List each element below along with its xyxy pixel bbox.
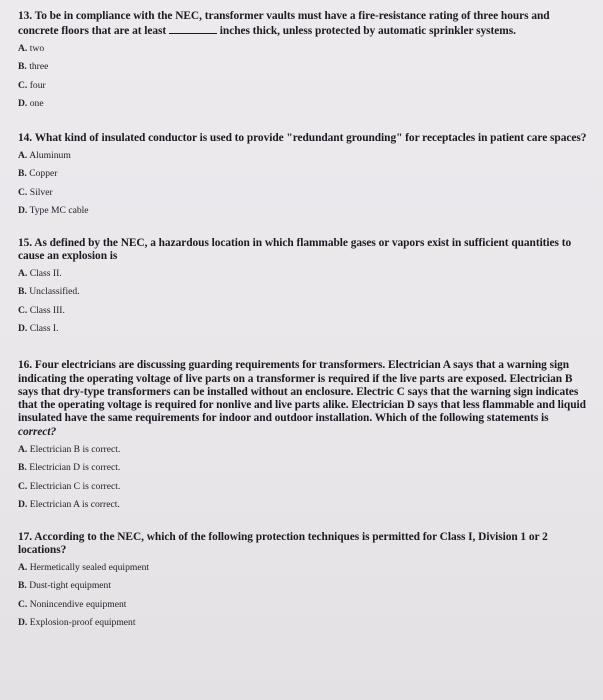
- question-17-option-a[interactable]: [18, 562, 589, 574]
- question-14-option-d[interactable]: [18, 205, 589, 217]
- question-14-stem-text: What kind of insulated conductor is used to provide "redundant grounding" for receptacles in patient care spaces?: [34, 132, 587, 145]
- question-15-number: 15.: [18, 237, 33, 250]
- question-15-option-b[interactable]: [18, 286, 589, 298]
- question-17: [18, 531, 589, 629]
- option-letter: A.: [18, 443, 28, 455]
- question-17-number: 17.: [18, 531, 33, 544]
- option-letter: D.: [18, 205, 28, 217]
- question-15-option-d[interactable]: [18, 323, 589, 335]
- option-letter: B.: [18, 462, 27, 474]
- option-letter: B.: [18, 580, 27, 592]
- question-13-stem: [18, 10, 589, 38]
- question-17-option-c[interactable]: [18, 599, 589, 611]
- option-letter: B.: [18, 61, 27, 73]
- option-letter: B.: [18, 168, 27, 180]
- question-14-options: [18, 150, 589, 218]
- question-15-option-c[interactable]: [18, 305, 589, 317]
- option-text: four: [29, 79, 46, 91]
- option-text: Class III.: [29, 304, 65, 316]
- question-17-options: [18, 562, 589, 630]
- question-13-options: [18, 43, 589, 111]
- question-17-stem: [18, 531, 589, 557]
- question-16-stem-text: Four electricians are discussing guarding requirements for transformers. Electrician A says that a warning sign indicating the operating voltage of live parts on a transformer is required if the live parts are exposed. Electrician B says that dry-type transformers can be installed without an enclosure. Electric C says that the warning sign indicates that the operating voltage is required for nonlive and live parts alike. Electrician D says that less flammable and liquid insulated have the same requirements for indoor and outdoor installation. Which of the following statements is: [18, 359, 586, 425]
- option-text: two: [29, 42, 45, 54]
- option-letter: A.: [18, 42, 28, 54]
- question-16-stem-emphasis: correct?: [18, 425, 57, 438]
- option-text: Aluminum: [29, 149, 71, 161]
- option-text: three: [29, 61, 49, 73]
- option-text: Electrician C is correct.: [29, 480, 121, 492]
- question-14-option-a[interactable]: [18, 150, 589, 162]
- question-17-stem-text: According to the NEC, which of the following protection techniques is permitted for Class I, Division 1 or 2 locations?: [18, 531, 548, 556]
- option-letter: C.: [18, 304, 28, 316]
- question-13-option-a[interactable]: [18, 43, 589, 55]
- question-13-stem-before: To be in compliance with the NEC, transformer vaults must have a fire-resistance rating of three hours and concrete floors that are at least: [18, 10, 550, 37]
- option-letter: C.: [18, 79, 28, 91]
- question-15-options: [18, 268, 589, 336]
- option-letter: D.: [18, 323, 28, 335]
- option-text: Explosion-proof equipment: [29, 617, 136, 629]
- option-letter: C.: [18, 598, 28, 610]
- option-text: Type MC cable: [29, 205, 89, 217]
- option-text: one: [29, 98, 44, 110]
- question-13-stem-after: inches thick, unless protected by automatic sprinkler systems.: [219, 24, 516, 37]
- option-letter: B.: [18, 286, 27, 298]
- option-text: Silver: [29, 186, 53, 198]
- question-16-option-c[interactable]: [18, 481, 589, 493]
- option-text: Hermetically sealed equipment: [29, 561, 150, 573]
- question-16-option-a[interactable]: [18, 444, 589, 456]
- question-16-options: [18, 444, 589, 512]
- option-text: Class I.: [29, 323, 59, 335]
- question-13-option-d[interactable]: [18, 98, 589, 110]
- question-16-option-b[interactable]: [18, 462, 589, 474]
- question-14-number: 14.: [18, 132, 33, 145]
- option-text: Electrician D is correct.: [29, 462, 121, 474]
- option-text: Dust-tight equipment: [29, 580, 112, 592]
- option-text: Copper: [29, 168, 58, 180]
- question-13-option-b[interactable]: [18, 61, 589, 73]
- question-13: [18, 10, 589, 110]
- option-letter: A.: [18, 149, 28, 161]
- option-text: Nonincendive equipment: [29, 598, 127, 610]
- question-15-stem-text: As defined by the NEC, a hazardous location in which flammable gases or vapors exist in sufficient quantities to cause an explosion is: [18, 237, 572, 263]
- question-17-option-b[interactable]: [18, 580, 589, 592]
- option-letter: D.: [18, 499, 28, 511]
- option-text: Electrician B is correct.: [29, 443, 121, 455]
- question-14-option-c[interactable]: [18, 187, 589, 199]
- question-15: [18, 237, 589, 335]
- option-letter: A.: [18, 267, 28, 279]
- question-14-option-b[interactable]: [18, 168, 589, 180]
- option-text: Electrician A is correct.: [29, 499, 120, 511]
- question-13-option-c[interactable]: [18, 80, 589, 92]
- question-14-stem: [18, 132, 589, 145]
- question-16: [18, 359, 589, 511]
- question-17-option-d[interactable]: [18, 617, 589, 629]
- option-letter: C.: [18, 480, 28, 492]
- option-text: Class II.: [29, 267, 62, 279]
- option-text: Unclassified.: [29, 286, 80, 298]
- question-14: [18, 132, 589, 217]
- question-13-number: 13.: [18, 10, 33, 22]
- question-16-option-d[interactable]: [18, 499, 589, 511]
- question-15-stem: [18, 237, 589, 263]
- option-letter: A.: [18, 561, 28, 573]
- question-15-option-a[interactable]: [18, 268, 589, 280]
- option-letter: D.: [18, 617, 28, 629]
- question-16-number: 16.: [18, 359, 33, 372]
- question-16-stem: [18, 359, 589, 438]
- option-letter: D.: [18, 98, 28, 110]
- option-letter: C.: [18, 186, 28, 198]
- answer-blank: [169, 23, 217, 34]
